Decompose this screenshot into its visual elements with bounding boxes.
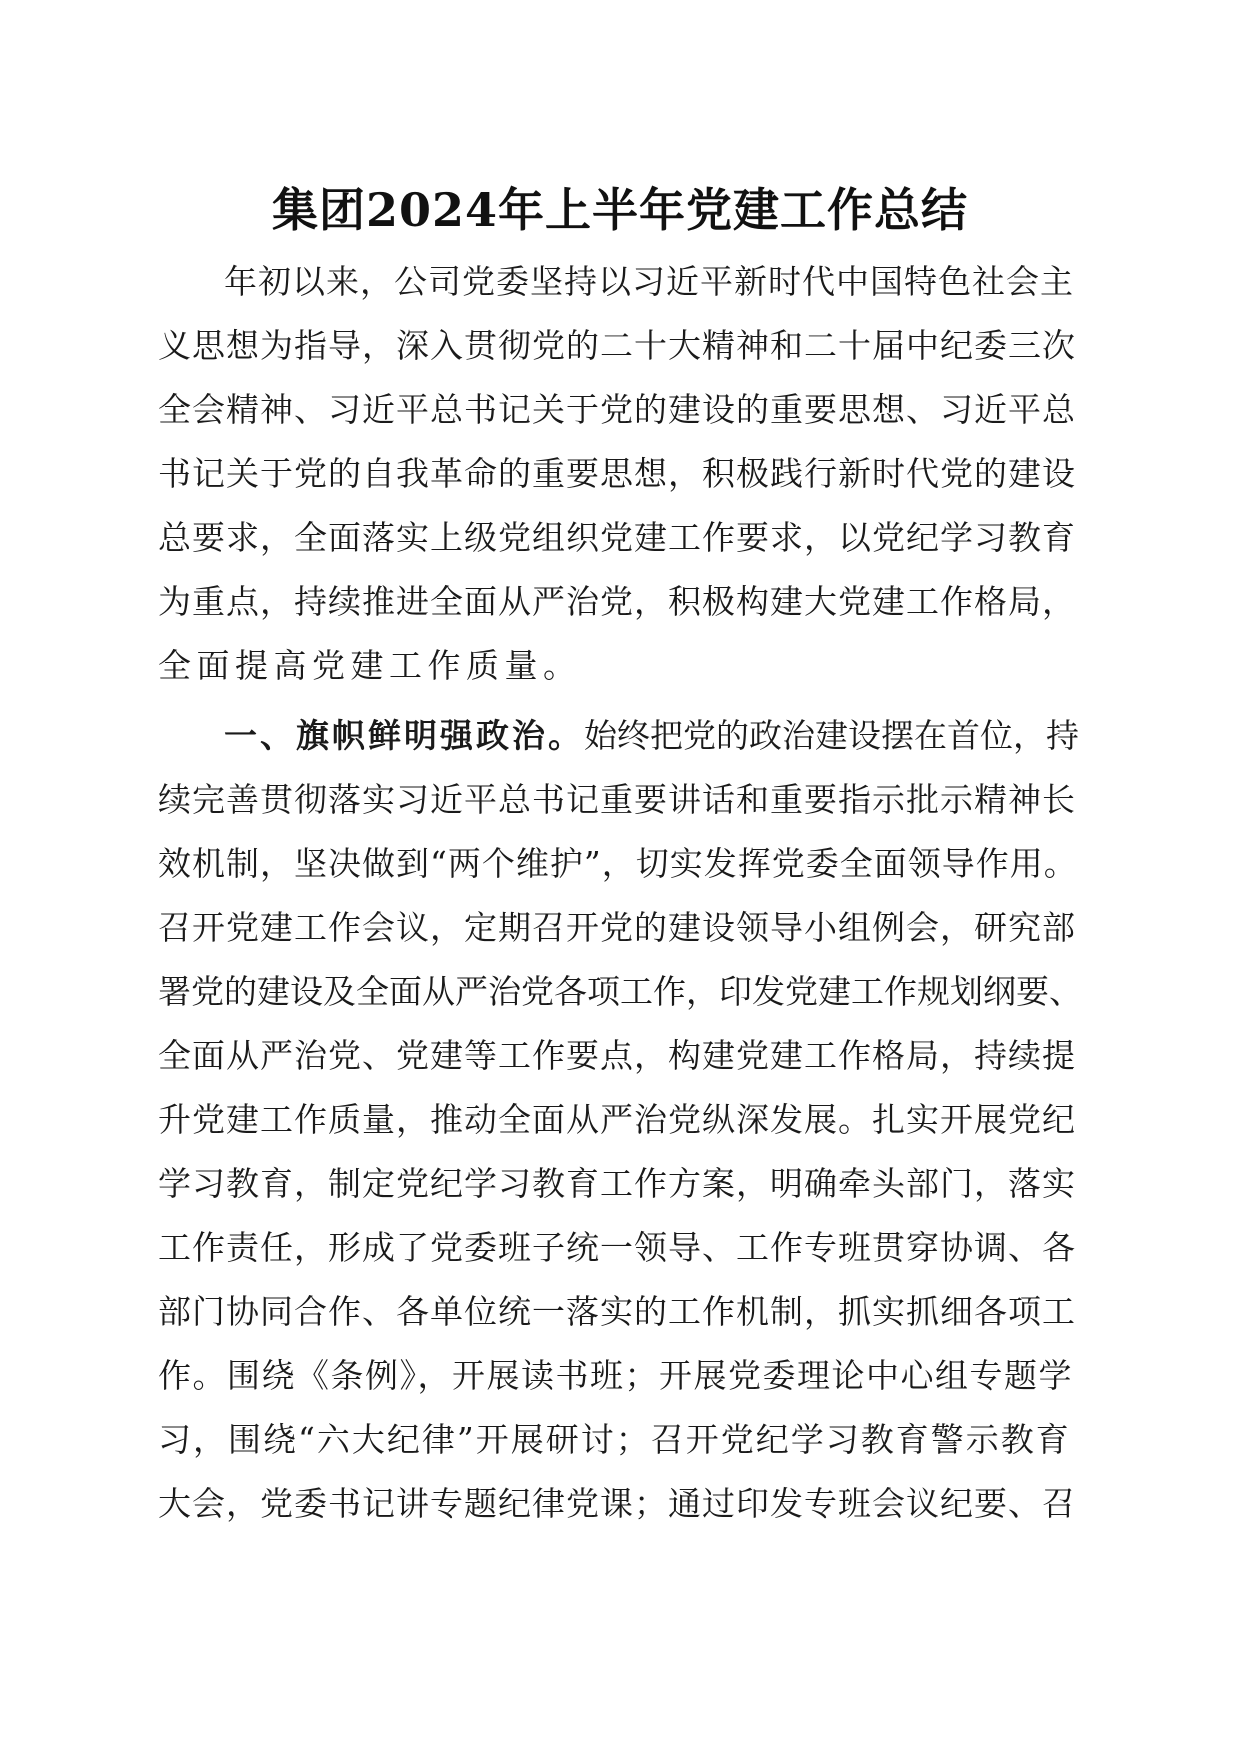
paragraph-line: 学习教育，制定党纪学习教育工作方案，明确牵头部门，落实 xyxy=(158,1164,1076,1203)
paragraph-line: 召开党建工作会议，定期召开党的建设领导小组例会，研究部 xyxy=(158,908,1076,947)
paragraph-line: 义思想为指导，深入贯彻党的二十大精神和二十届中纪委三次 xyxy=(158,326,1076,365)
paragraph-line: 作。围绕《条例》，开展读书班；开展党委理论中心组专题学 xyxy=(158,1356,1073,1395)
paragraph-line: 为重点，持续推进全面从严治党，积极构建大党建工作格局， xyxy=(158,582,1076,621)
document-title: 集团2024年上半年党建工作总结 xyxy=(271,183,969,237)
section-text: 始终把党的政治建设摆在首位，持 xyxy=(584,716,1079,755)
paragraph-line: 署党的建设及全面从严治党各项工作，印发党建工作规划纲要、 xyxy=(158,972,1082,1011)
paragraph-line: 效机制，坚决做到“两个维护”，切实发挥党委全面领导作用。 xyxy=(158,844,1078,883)
section-first-line xyxy=(224,704,1079,768)
paragraph-line: 书记关于党的自我革命的重要思想，积极践行新时代党的建设 xyxy=(158,454,1076,493)
paragraph-line: 全面从严治党、党建等工作要点，构建党建工作格局，持续提 xyxy=(158,1036,1076,1075)
paragraph-line: 全会精神、习近平总书记关于党的建设的重要思想、习近平总 xyxy=(158,390,1076,429)
paragraph-line: 年初以来，公司党委坚持以习近平新时代中国特色社会主 xyxy=(224,262,1074,301)
paragraph-line: 总要求，全面落实上级党组织党建工作要求，以党纪学习教育 xyxy=(158,518,1076,557)
paragraph-line: 续完善贯彻落实习近平总书记重要讲话和重要指示批示精神长 xyxy=(158,780,1076,819)
paragraph-line: 工作责任，形成了党委班子统一领导、工作专班贯穿协调、各 xyxy=(158,1228,1076,1267)
section-heading: 一、旗帜鲜明强政治。 xyxy=(224,716,584,755)
paragraph-line: 大会，党委书记讲专题纪律党课；通过印发专班会议纪要、召 xyxy=(158,1484,1076,1523)
paragraph-line: 习，围绕“六大纪律”开展研讨；召开党纪学习教育警示教育 xyxy=(158,1420,1071,1459)
paragraph-line: 全面提高党建工作质量。 xyxy=(158,646,582,685)
paragraph-line: 部门协同合作、各单位统一落实的工作机制，抓实抓细各项工 xyxy=(158,1292,1076,1331)
paragraph-line: 升党建工作质量，推动全面从严治党纵深发展。扎实开展党纪 xyxy=(158,1100,1076,1139)
